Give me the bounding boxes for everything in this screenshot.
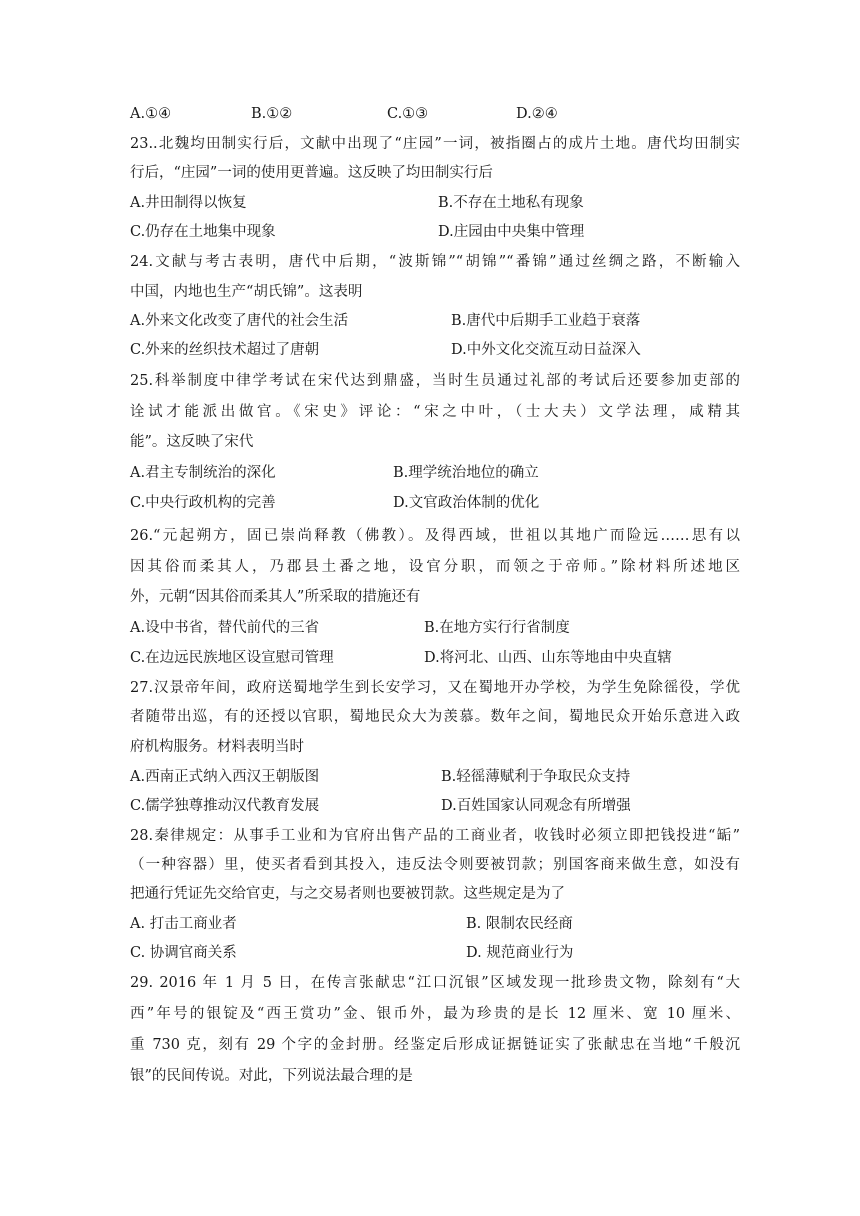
q25-option-b: B.理学统治地位的确立 <box>393 465 539 481</box>
q28-stem-line-3: 把通行凭证先交给官吏，与之交易者则也要被罚款。这些规定是为了 <box>130 886 565 902</box>
q28-stem-line-2: （一种容器）里，使买者看到其投入，违反法令则要被罚款；别国客商来做生意，如没有 <box>130 857 740 873</box>
q22-option-c: C.①③ <box>387 106 429 122</box>
q23-option-b: B.不存在土地私有现象 <box>438 195 584 211</box>
q28-stem-line-1: 28.秦律规定：从事手工业和为官府出售产品的工商业者，收钱时必须立即把钱投进“缿” <box>130 828 740 844</box>
q28-option-b: B. 限制农民经商 <box>466 916 573 932</box>
q29-stem-line-1: 29. 2016 年 1 月 5 日，在传言张献忠“江口沉银”区域发现一批珍贵文物，除刻有“大 <box>130 975 740 991</box>
q22-option-b: B.①② <box>251 106 293 122</box>
q26-option-c: C.在边远民族地区设宣慰司管理 <box>130 650 334 666</box>
q26-stem-line-2: 因其俗而柔其人，乃郡县土番之地，设官分职，而领之于帝师。”除材料所述地区 <box>130 559 740 575</box>
q27-option-c: C.儒学独尊推动汉代教育发展 <box>130 798 320 814</box>
q23-option-a: A.井田制得以恢复 <box>130 195 247 211</box>
q28-option-a: A. 打击工商业者 <box>130 916 237 932</box>
q26-option-d: D.将河北、山西、山东等地由中央直辖 <box>424 650 672 666</box>
q27-stem-line-2: 者随带出巡，有的还授以官职，蜀地民众大为羡慕。数年之间，蜀地民众开始乐意进入政 <box>130 709 740 725</box>
q27-option-d: D.百姓国家认同观念有所增强 <box>441 798 631 814</box>
q25-option-d: D.文官政治体制的优化 <box>393 495 540 511</box>
q24-stem-line-2: 中国，内地也生产“胡氏锦”。这表明 <box>130 284 363 300</box>
q25-stem-line-1: 25.科举制度中律学考试在宋代达到鼎盛，当时生员通过礼部的考试后还要参加吏部的 <box>130 373 740 389</box>
q25-option-a: A.君主专制统治的深化 <box>130 465 276 481</box>
q28-option-d: D. 规范商业行为 <box>466 945 574 961</box>
q24-option-b: B.唐代中后期手工业趋于衰落 <box>451 313 641 329</box>
q29-stem-line-4: 银”的民间传说。对此，下列说法最合理的是 <box>130 1068 413 1084</box>
q27-option-a: A.西南正式纳入西汉王朝版图 <box>130 769 320 785</box>
q25-stem-line-2: 诠试才能派出做官。《宋史》评论：“宋之中叶，（士大夫）文学法理，咸精其 <box>130 404 740 420</box>
q26-option-a: A.设中书省，替代前代的三省 <box>130 620 320 636</box>
q24-option-d: D.中外文化交流互动日益深入 <box>451 342 641 358</box>
q22-option-d: D.②④ <box>516 106 558 122</box>
q23-option-d: D.庄园由中央集中管理 <box>438 224 585 240</box>
q23-stem-line-1: 23..北魏均田制实行后，文献中出现了“庄园”一词，被指圈占的成片土地。唐代均田制实 <box>130 136 740 152</box>
q23-stem-line-2: 行后，“庄园”一词的使用更普遍。这反映了均田制实行后 <box>130 165 493 181</box>
q26-option-b: B.在地方实行行省制度 <box>424 620 570 636</box>
q27-option-b: B.轻徭薄赋利于争取民众支持 <box>441 769 631 785</box>
q24-option-a: A.外来文化改变了唐代的社会生活 <box>130 313 349 329</box>
q29-stem-line-3: 重 730 克，刻有 29 个字的金封册。经鉴定后形成证据链证实了张献忠在当地“千般沉 <box>130 1037 740 1053</box>
q24-option-c: C.外来的丝织技术超过了唐朝 <box>130 342 320 358</box>
q22-option-a: A.①④ <box>130 106 172 122</box>
q29-stem-line-2: 西”年号的银锭及“西王赏功”金、银币外，最为珍贵的是长 12 厘米、宽 10 厘米、 <box>130 1006 740 1022</box>
q25-stem-line-3: 能”。这反映了宋代 <box>130 434 254 450</box>
q26-stem-line-1: 26.“元起朔方，固已崇尚释教（佛教）。及得西域，世祖以其地广而险远……思有以 <box>130 528 740 544</box>
q27-stem-line-3: 府机构服务。材料表明当时 <box>130 739 304 755</box>
q24-stem-line-1: 24.文献与考古表明，唐代中后期，“波斯锦”“胡锦”“番锦”通过丝绸之路，不断输入 <box>130 254 740 270</box>
q28-option-c: C. 协调官商关系 <box>130 945 237 961</box>
q26-stem-line-3: 外，元朝“因其俗而柔其人”所采取的措施还有 <box>130 589 421 605</box>
q23-option-c: C.仍存在土地集中现象 <box>130 224 276 240</box>
q27-stem-line-1: 27.汉景帝年间，政府送蜀地学生到长安学习，又在蜀地开办学校，为学生免除徭役，学优 <box>130 680 740 696</box>
q25-option-c: C.中央行政机构的完善 <box>130 495 276 511</box>
